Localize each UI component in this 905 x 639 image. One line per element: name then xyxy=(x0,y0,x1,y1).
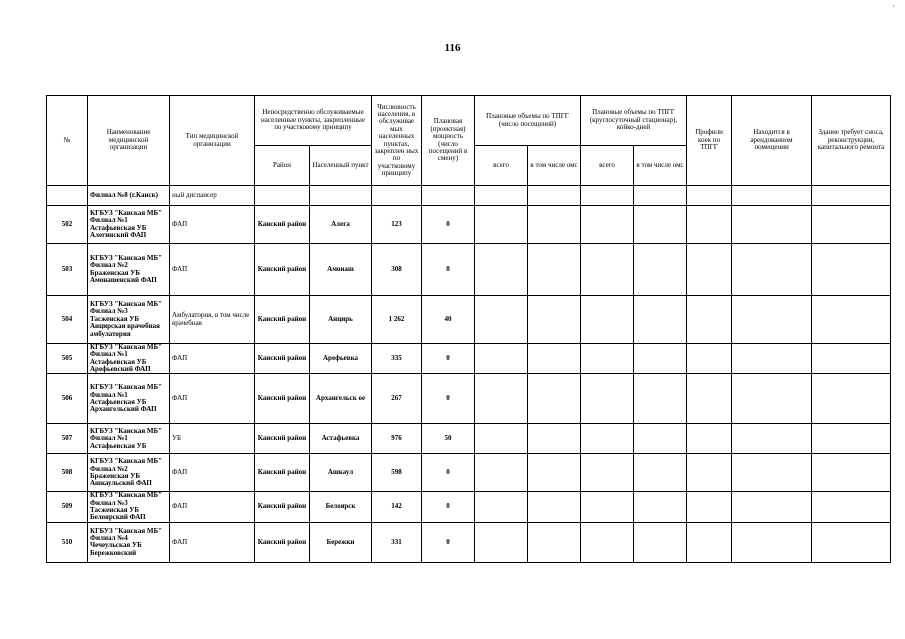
bed-profile-cell xyxy=(687,424,732,454)
visits-total-cell xyxy=(475,492,528,522)
beds-total-cell xyxy=(581,296,634,344)
settlement-cell: Астафьевка xyxy=(310,424,372,454)
beds-total-cell xyxy=(581,424,634,454)
beds-total-cell xyxy=(581,522,634,562)
district-cell: Канский район xyxy=(255,454,310,492)
repair-cell xyxy=(812,244,891,296)
beds-total-cell xyxy=(581,492,634,522)
continuation-type: ный диспансер xyxy=(170,186,255,206)
bed-profile-cell xyxy=(687,206,732,244)
district-cell: Канский район xyxy=(255,244,310,296)
table-row xyxy=(47,374,891,424)
visits-total-cell xyxy=(475,454,528,492)
header-beds-oms: в том числе омс xyxy=(634,146,687,186)
visits-oms-cell xyxy=(528,454,581,492)
beds-oms-cell xyxy=(634,492,687,522)
organization-name: КГБУЗ "Канская МБ" Филиал №4 Чечеульская УБ Бережковский xyxy=(88,522,170,562)
settlement-cell: Алега xyxy=(310,206,372,244)
beds-total-cell xyxy=(581,374,634,424)
header-served-points: Непосредственно обслуживаемые населенные пункты, закрепленные по участковому принципу xyxy=(255,96,372,146)
beds-oms-cell xyxy=(634,374,687,424)
row-number: 508 xyxy=(47,454,88,492)
row-number: 503 xyxy=(47,244,88,296)
district-cell: Канский район xyxy=(255,522,310,562)
population-cell: 142 xyxy=(372,492,422,522)
population-cell: 976 xyxy=(372,424,422,454)
capacity-cell: 0 xyxy=(422,206,475,244)
header-no: № xyxy=(47,96,88,186)
visits-total-cell xyxy=(475,344,528,374)
visits-oms-cell xyxy=(528,374,581,424)
settlement-cell: Бережки xyxy=(310,522,372,562)
bed-profile-cell xyxy=(687,244,732,296)
beds-total-cell xyxy=(581,454,634,492)
header-rented: Находится в арендованном помещении xyxy=(732,96,812,186)
rented-cell xyxy=(732,522,812,562)
organization-type: ФАП xyxy=(170,492,255,522)
continuation-name: Филиал №8 (г.Канск) xyxy=(88,186,170,206)
header-district: Район xyxy=(255,146,310,186)
rented-cell xyxy=(732,344,812,374)
settlement-cell: Анцирь xyxy=(310,296,372,344)
visits-oms-cell xyxy=(528,522,581,562)
beds-total-cell xyxy=(581,244,634,296)
row-number: 509 xyxy=(47,492,88,522)
header-row-1 xyxy=(47,96,891,146)
visits-oms-cell xyxy=(528,244,581,296)
repair-cell xyxy=(812,344,891,374)
population-cell: 1 262 xyxy=(372,296,422,344)
beds-oms-cell xyxy=(634,454,687,492)
bed-profile-cell xyxy=(687,296,732,344)
header-beds-total: всего xyxy=(581,146,634,186)
row-number: 507 xyxy=(47,424,88,454)
header-tpgg-visits: Плановые объемы по ТПГГ (число посещений) xyxy=(475,96,581,146)
header-visits-total: всего xyxy=(475,146,528,186)
rented-cell xyxy=(732,206,812,244)
beds-oms-cell xyxy=(634,522,687,562)
page-number: 116 xyxy=(444,42,461,54)
facilities-table xyxy=(46,95,891,563)
header-settlement: Населенный пункт xyxy=(310,146,372,186)
organization-name: КГБУЗ "Канская МБ" Филиал №3 Тасженская УБ Анцирская врачебная амбулатория xyxy=(88,296,170,344)
visits-oms-cell xyxy=(528,492,581,522)
bed-profile-cell xyxy=(687,492,732,522)
table-row xyxy=(47,492,891,522)
bed-profile-cell xyxy=(687,522,732,562)
header-tpgg-beds: Плановые объемы по ТПГГ (круглосуточный стационар), койко-дней xyxy=(581,96,687,146)
rented-cell xyxy=(732,374,812,424)
organization-type: ФАП xyxy=(170,344,255,374)
beds-oms-cell xyxy=(634,244,687,296)
district-cell: Канский район xyxy=(255,344,310,374)
capacity-cell: 0 xyxy=(422,492,475,522)
header-bed-profile: Профили коек по ТПГГ xyxy=(687,96,732,186)
visits-oms-cell xyxy=(528,344,581,374)
bed-profile-cell xyxy=(687,344,732,374)
capacity-cell: 0 xyxy=(422,374,475,424)
organization-type: ФАП xyxy=(170,522,255,562)
header-population: Численность населения, в обслуживае мых населенных пунктах, закреплен ных по участковому принципу xyxy=(372,96,422,186)
population-cell: 123 xyxy=(372,206,422,244)
visits-total-cell xyxy=(475,296,528,344)
population-cell: 598 xyxy=(372,454,422,492)
capacity-cell: 50 xyxy=(422,424,475,454)
visits-total-cell xyxy=(475,522,528,562)
beds-total-cell xyxy=(581,206,634,244)
capacity-cell: 0 xyxy=(422,522,475,562)
table-row xyxy=(47,424,891,454)
repair-cell xyxy=(812,374,891,424)
district-cell: Канский район xyxy=(255,424,310,454)
repair-cell xyxy=(812,206,891,244)
table-row xyxy=(47,454,891,492)
rented-cell xyxy=(732,296,812,344)
capacity-cell: 0 xyxy=(422,244,475,296)
visits-oms-cell xyxy=(528,296,581,344)
header-repair: Здание требует сноса, реконструкции, капитального ремонта xyxy=(812,96,891,186)
visits-total-cell xyxy=(475,244,528,296)
organization-name: КГБУЗ "Канская МБ" Филиал №3 Тасженская УБ Белоярский ФАП xyxy=(88,492,170,522)
row-number: 505 xyxy=(47,344,88,374)
organization-name: КГБУЗ "Канская МБ" Филиал №2 Браженская УБ Ашкаульский ФАП xyxy=(88,454,170,492)
beds-oms-cell xyxy=(634,344,687,374)
organization-type: ФАП xyxy=(170,244,255,296)
visits-total-cell xyxy=(475,374,528,424)
rented-cell xyxy=(732,424,812,454)
settlement-cell: Амонаш xyxy=(310,244,372,296)
district-cell: Канский район xyxy=(255,374,310,424)
rented-cell xyxy=(732,454,812,492)
table-row xyxy=(47,206,891,244)
population-cell: 267 xyxy=(372,374,422,424)
organization-type: ФАП xyxy=(170,454,255,492)
repair-cell xyxy=(812,454,891,492)
organization-name: КГБУЗ "Канская МБ" Филиал №1 Астафьевская УБ xyxy=(88,424,170,454)
beds-oms-cell xyxy=(634,296,687,344)
beds-total-cell xyxy=(581,344,634,374)
repair-cell xyxy=(812,424,891,454)
population-cell: 308 xyxy=(372,244,422,296)
table-row xyxy=(47,244,891,296)
bed-profile-cell xyxy=(687,454,732,492)
table-row xyxy=(47,296,891,344)
beds-oms-cell xyxy=(634,206,687,244)
row-number: 502 xyxy=(47,206,88,244)
population-cell: 335 xyxy=(372,344,422,374)
settlement-cell: Ашкаул xyxy=(310,454,372,492)
organization-name: КГБУЗ "Канская МБ" Филиал №1 Астафьевская УБ Алегинский ФАП xyxy=(88,206,170,244)
table-row xyxy=(47,344,891,374)
repair-cell xyxy=(812,296,891,344)
rented-cell xyxy=(732,492,812,522)
district-cell: Канский район xyxy=(255,206,310,244)
header-capacity: Плановая (проектная) мощность (число посещений в смену) xyxy=(422,96,475,186)
header-type: Тип медицинской организации xyxy=(170,96,255,186)
capacity-cell: 0 xyxy=(422,344,475,374)
visits-oms-cell xyxy=(528,206,581,244)
organization-type: ФАП xyxy=(170,206,255,244)
repair-cell xyxy=(812,522,891,562)
settlement-cell: Архангельск ое xyxy=(310,374,372,424)
capacity-cell: 40 xyxy=(422,296,475,344)
visits-total-cell xyxy=(475,206,528,244)
organization-name: КГБУЗ "Канская МБ" Филиал №1 Астафьевская УБ Архангельский ФАП xyxy=(88,374,170,424)
bed-profile-cell xyxy=(687,374,732,424)
row-number: 506 xyxy=(47,374,88,424)
organization-name: КГБУЗ "Канская МБ" Филиал №2 Браженская УБ Амонашенский ФАП xyxy=(88,244,170,296)
settlement-cell: Белоярск xyxy=(310,492,372,522)
organization-name: КГБУЗ "Канская МБ" Филиал №1 Астафьевская УБ Арефьевский ФАП xyxy=(88,344,170,374)
continuation-row xyxy=(47,186,891,206)
corner-mark: · xyxy=(892,2,895,11)
district-cell: Канский район xyxy=(255,492,310,522)
visits-total-cell xyxy=(475,424,528,454)
visits-oms-cell xyxy=(528,424,581,454)
settlement-cell: Арефьевка xyxy=(310,344,372,374)
beds-oms-cell xyxy=(634,424,687,454)
organization-type: Амбулатория, в том числе врачебная xyxy=(170,296,255,344)
rented-cell xyxy=(732,244,812,296)
header-visits-oms: в том числе омс xyxy=(528,146,581,186)
district-cell: Канский район xyxy=(255,296,310,344)
table-row xyxy=(47,522,891,562)
population-cell: 331 xyxy=(372,522,422,562)
organization-type: ФАП xyxy=(170,374,255,424)
repair-cell xyxy=(812,492,891,522)
row-number: 504 xyxy=(47,296,88,344)
header-name: Наименование медицинской организации xyxy=(88,96,170,186)
organization-type: УБ xyxy=(170,424,255,454)
row-number: 510 xyxy=(47,522,88,562)
capacity-cell: 0 xyxy=(422,454,475,492)
